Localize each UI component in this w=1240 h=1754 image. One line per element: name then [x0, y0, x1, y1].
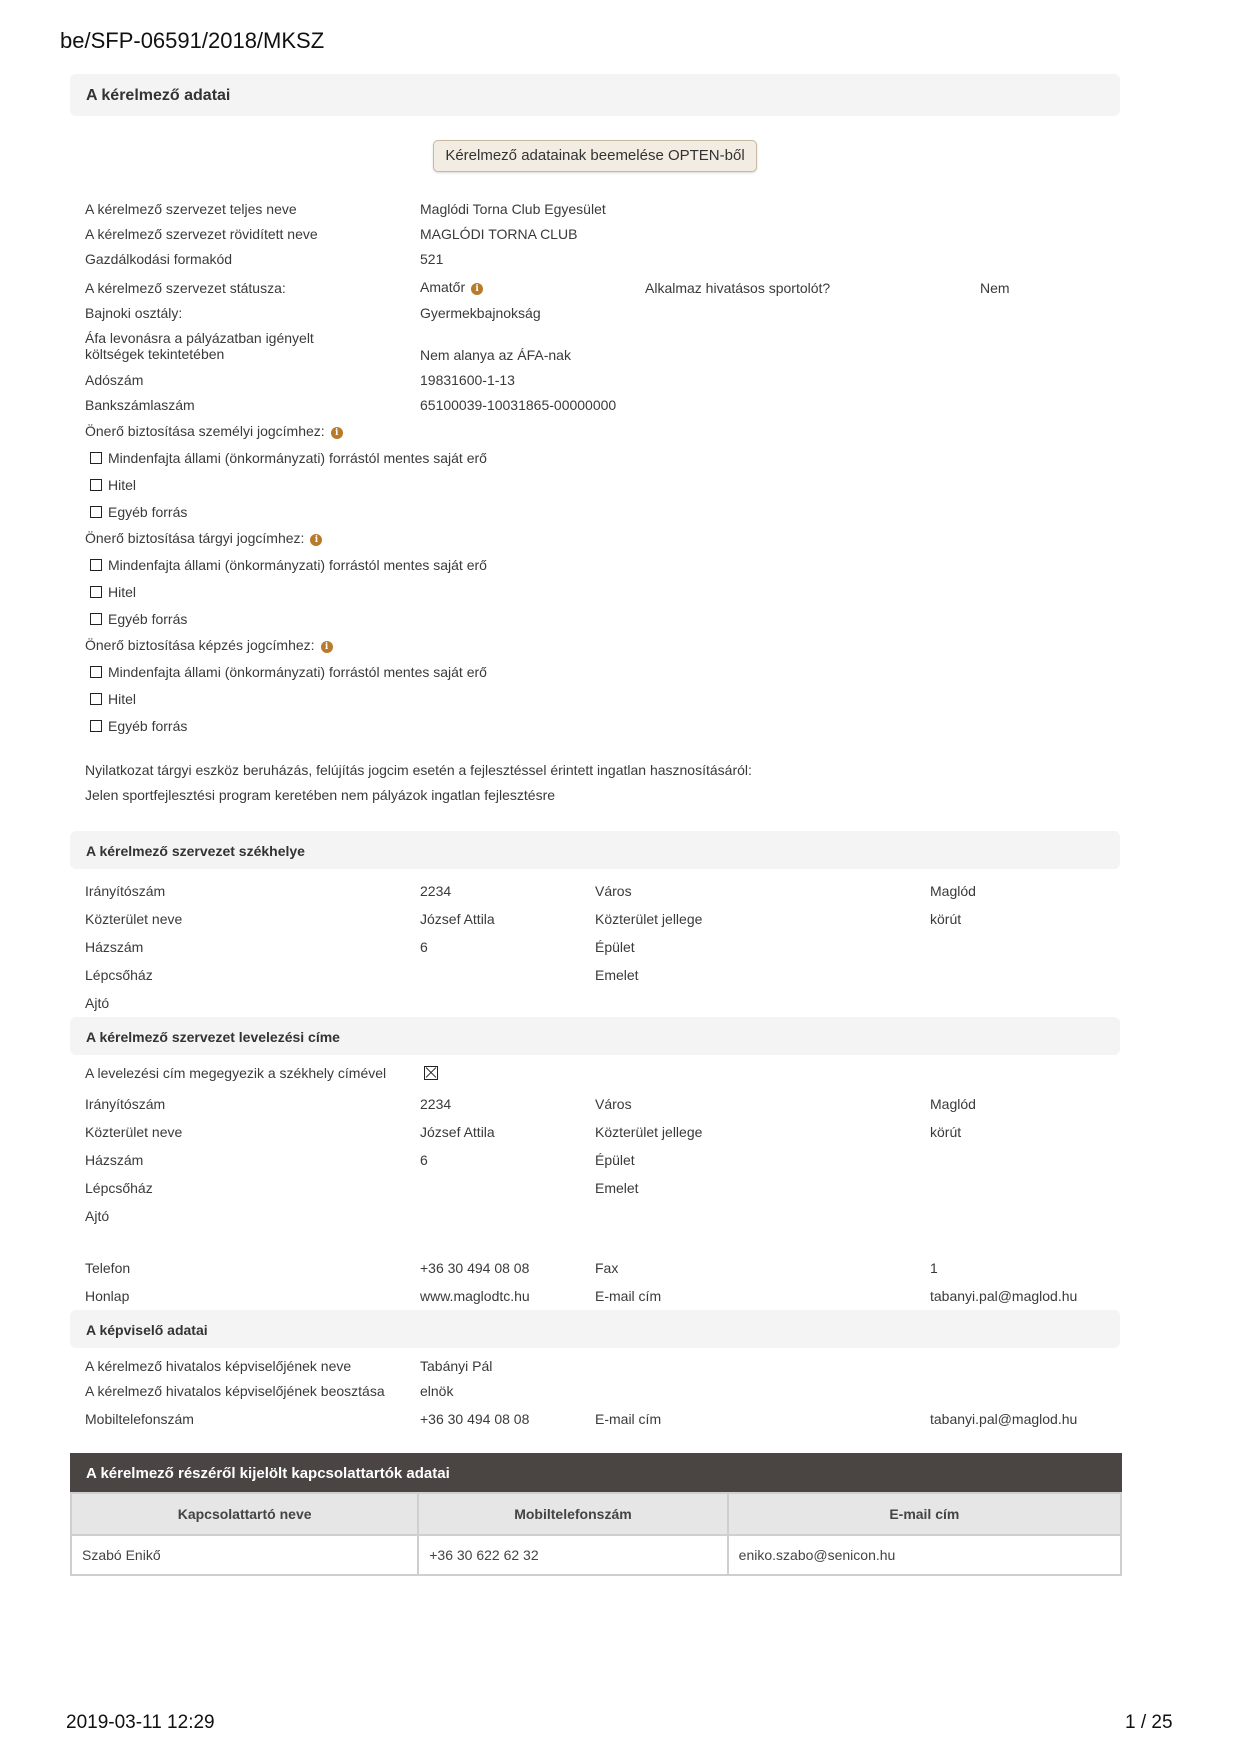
declaration-text: Jelen sportfejlesztési program keretében nem pályázok ingatlan fejlesztésre: [85, 787, 556, 803]
section-header-mail: [70, 1017, 1120, 1055]
own-funds-material-title: [85, 530, 322, 546]
option-label: Egyéb forrás: [108, 504, 188, 520]
mail-zip-value: 2234: [420, 1096, 452, 1112]
mail-building-label: Épület: [595, 1152, 635, 1168]
option-label: Hitel: [108, 477, 137, 493]
section-title: A képviselő adatai: [86, 1322, 208, 1338]
option-label: Egyéb forrás: [108, 718, 188, 734]
declaration-title: Nyilatkozat tárgyi eszköz beruházás, felújítás jogcim esetén a fejlesztéssel érintett ingatlan hasznosításáról:: [85, 762, 752, 778]
section-title: A kérelmező szervezet székhelye: [86, 843, 305, 859]
hq-house-value: 6: [420, 939, 428, 955]
pro-athlete-label: Alkalmaz hivatásos sportolót?: [645, 280, 831, 296]
hq-building-label: Épület: [595, 939, 635, 955]
info-icon[interactable]: i: [471, 283, 483, 295]
rep-email-label: E-mail cím: [595, 1411, 662, 1427]
option-label: Egyéb forrás: [108, 611, 188, 627]
hq-door-label: Ajtó: [85, 995, 110, 1011]
league-label: Bajnoki osztály:: [85, 305, 183, 321]
option-label: Mindenfajta állami (önkormányzati) forrástól mentes saját erő: [108, 664, 487, 680]
own-funds-title-text: Önerő biztosítása képzés jogcímhez:: [85, 637, 315, 653]
mail-street-type-label: Közterület jellege: [595, 1124, 703, 1140]
rep-mobile-value: +36 30 494 08 08: [420, 1411, 530, 1427]
bank-account-label: Bankszámlaszám: [85, 397, 195, 413]
mail-street-type-value: körút: [930, 1124, 962, 1140]
vat-label: [85, 330, 314, 362]
mail-zip-label: Irányítószám: [85, 1096, 166, 1112]
own-funds-title-text: Önerő biztosítása tárgyi jogcímhez:: [85, 530, 305, 546]
mail-street-label: Közterület neve: [85, 1124, 183, 1140]
mail-street-value: József Attila: [420, 1124, 495, 1140]
checkbox-own-funds-training-state[interactable]: [90, 666, 102, 678]
own-funds-training-title: [85, 637, 333, 653]
hq-street-value: József Attila: [420, 911, 495, 927]
option-label: Hitel: [108, 691, 137, 707]
footer-datetime: 2019-03-11 12:29: [66, 1712, 215, 1733]
checkbox-own-funds-training-loan[interactable]: [90, 693, 102, 705]
email-label: E-mail cím: [595, 1288, 662, 1304]
column-header: Mobiltelefonszám: [418, 1493, 727, 1535]
page-number: 1 / 25: [1125, 1712, 1173, 1733]
opten-import-button[interactable]: Kérelmező adatainak beemelése OPTEN-ből: [433, 140, 757, 172]
short-name-value: MAGLÓDI TORNA CLUB: [420, 226, 578, 242]
fax-value: 1: [930, 1260, 938, 1276]
hq-floor-label: Emelet: [595, 967, 639, 983]
option-label: Mindenfajta állami (önkormányzati) forrástól mentes saját erő: [108, 450, 487, 466]
mail-door-label: Ajtó: [85, 1208, 110, 1224]
econ-code-value: 521: [420, 251, 444, 267]
rep-name-label: A kérelmező hivatalos képviselőjének neve: [85, 1358, 352, 1374]
status-value: Amatőr: [420, 279, 466, 295]
section-header-hq: [70, 831, 1120, 869]
column-header: E-mail cím: [728, 1493, 1121, 1535]
rep-mobile-label: Mobiltelefonszám: [85, 1411, 194, 1427]
checkbox-own-funds-material-state[interactable]: [90, 559, 102, 571]
contact-email-cell: eniko.szabo@senicon.hu: [728, 1535, 1121, 1575]
bank-account-value: 65100039-10031865-00000000: [420, 397, 617, 413]
section-header-representative: [70, 1310, 1120, 1348]
rep-email-value: tabanyi.pal@maglod.hu: [930, 1411, 1078, 1427]
mail-floor-label: Emelet: [595, 1180, 639, 1196]
section-title: A kérelmező szervezet levelezési címe: [86, 1029, 340, 1045]
info-icon[interactable]: i: [310, 534, 322, 546]
website-value: www.maglodtc.hu: [420, 1288, 530, 1304]
full-name-value: Maglódi Torna Club Egyesület: [420, 201, 606, 217]
short-name-label: A kérelmező szervezet rövidített neve: [85, 226, 318, 242]
fax-label: Fax: [595, 1260, 619, 1276]
section-header-contacts: [70, 1453, 1122, 1493]
contact-mobile-cell: +36 30 622 62 32: [418, 1535, 727, 1575]
table-header-row: [71, 1493, 1121, 1535]
status-label: A kérelmező szervezet státusza:: [85, 280, 286, 296]
hq-stair-label: Lépcsőház: [85, 967, 153, 983]
hq-house-label: Házszám: [85, 939, 144, 955]
rep-name-value: Tabányi Pál: [420, 1358, 493, 1374]
mail-city-label: Város: [595, 1096, 632, 1112]
hq-zip-value: 2234: [420, 883, 452, 899]
checkbox-own-funds-training-other[interactable]: [90, 720, 102, 732]
vat-label-line-2: költségek tekintetében: [85, 346, 225, 362]
mail-stair-label: Lépcsőház: [85, 1180, 153, 1196]
vat-value: Nem alanya az ÁFA-nak: [420, 347, 571, 363]
hq-city-label: Város: [595, 883, 632, 899]
document-reference: be/SFP-06591/2018/MKSZ: [60, 28, 325, 53]
pro-athlete-value: Nem: [980, 280, 1010, 296]
hq-street-label: Közterület neve: [85, 911, 183, 927]
info-icon[interactable]: i: [321, 641, 333, 653]
mail-house-value: 6: [420, 1152, 428, 1168]
full-name-label: A kérelmező szervezet teljes neve: [85, 201, 297, 217]
econ-code-label: Gazdálkodási formakód: [85, 251, 233, 267]
checkbox-own-funds-personal-loan[interactable]: [90, 479, 102, 491]
contact-name-cell: Szabó Enikő: [71, 1535, 418, 1575]
hq-zip-label: Irányítószám: [85, 883, 166, 899]
league-value: Gyermekbajnokság: [420, 305, 541, 321]
own-funds-title-text: Önerő biztosítása személyi jogcímhez:: [85, 423, 325, 439]
section-title: A kérelmező részéről kijelölt kapcsolattartók adatai: [86, 1465, 450, 1482]
status-field: [420, 279, 483, 295]
phone-value: +36 30 494 08 08: [420, 1260, 530, 1276]
table-row: [71, 1535, 1121, 1575]
own-funds-personal-title: [85, 423, 343, 439]
tax-number-label: Adószám: [85, 372, 144, 388]
section-header-applicant: [70, 74, 1120, 116]
checkbox-own-funds-material-loan[interactable]: [90, 586, 102, 598]
option-label: Mindenfajta állami (önkormányzati) forrástól mentes saját erő: [108, 557, 487, 573]
option-label: Hitel: [108, 584, 137, 600]
checkbox-own-funds-personal-state[interactable]: [90, 452, 102, 464]
column-header: Kapcsolattartó neve: [71, 1493, 418, 1535]
website-label: Honlap: [85, 1288, 130, 1304]
rep-position-value: elnök: [420, 1383, 454, 1399]
email-value: tabanyi.pal@maglod.hu: [930, 1288, 1078, 1304]
rep-position-label: A kérelmező hivatalos képviselőjének beosztása: [85, 1383, 385, 1399]
mail-same-label: A levelezési cím megegyezik a székhely címével: [85, 1065, 387, 1081]
phone-label: Telefon: [85, 1260, 131, 1276]
contacts-table: [70, 1492, 1122, 1576]
mail-city-value: Maglód: [930, 1096, 976, 1112]
mail-same-checkbox[interactable]: [424, 1066, 438, 1080]
mail-house-label: Házszám: [85, 1152, 144, 1168]
hq-street-type-value: körút: [930, 911, 962, 927]
hq-city-value: Maglód: [930, 883, 976, 899]
checkbox-own-funds-material-other[interactable]: [90, 613, 102, 625]
hq-street-type-label: Közterület jellege: [595, 911, 703, 927]
tax-number-value: 19831600-1-13: [420, 372, 515, 388]
vat-label-line-1: Áfa levonásra a pályázatban igényelt: [85, 330, 314, 346]
info-icon[interactable]: i: [331, 427, 343, 439]
checkbox-own-funds-personal-other[interactable]: [90, 506, 102, 518]
section-title: A kérelmező adatai: [86, 87, 231, 104]
